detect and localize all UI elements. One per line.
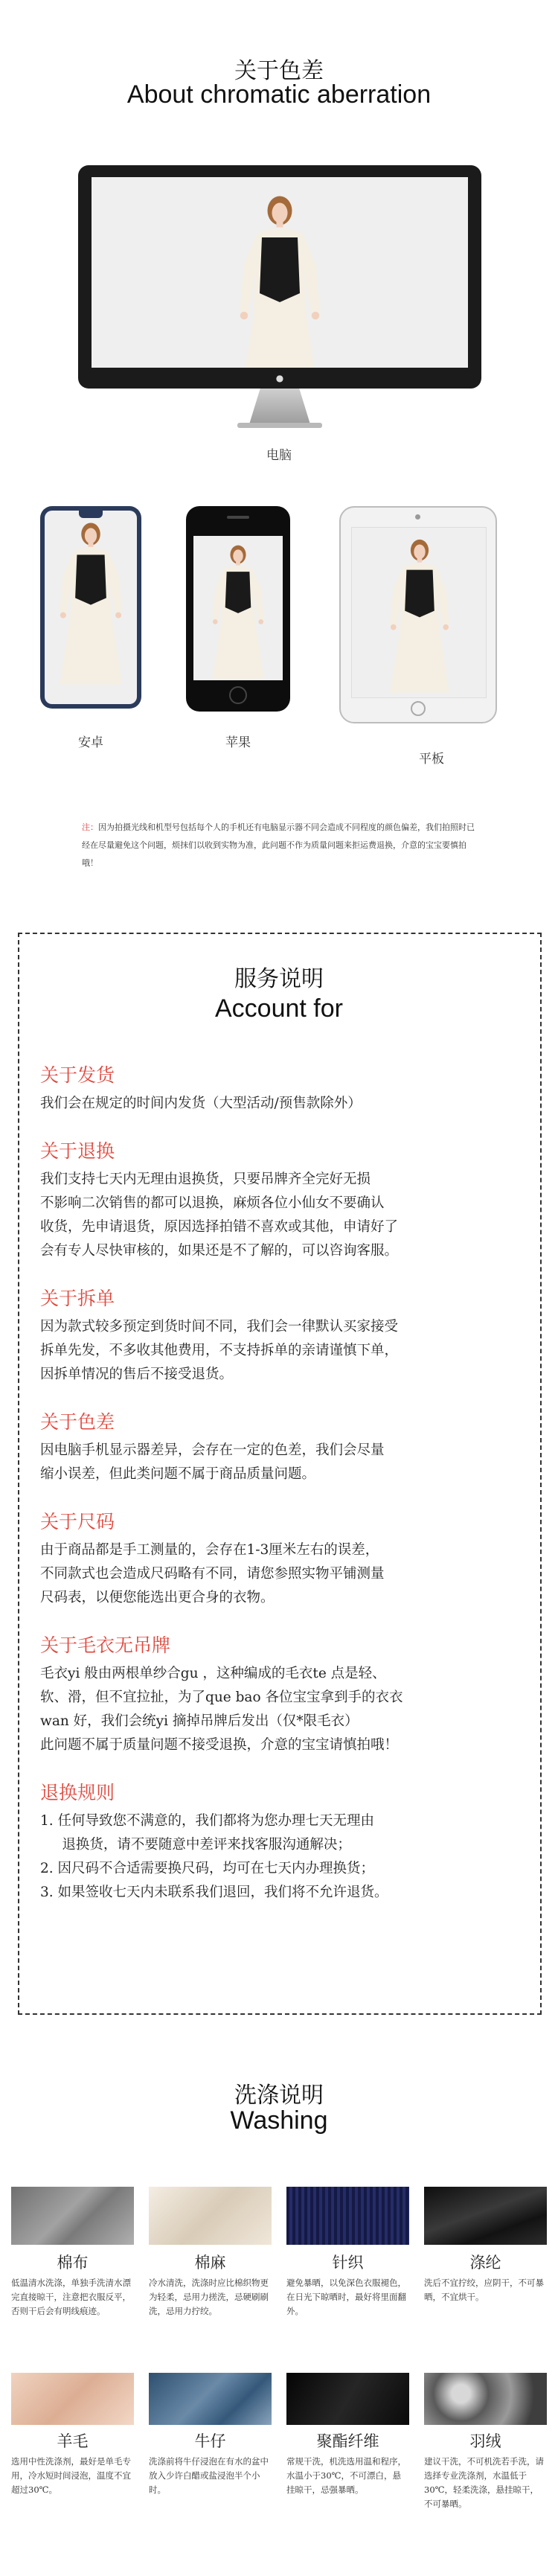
fabric-name: 聚酯纤维: [316, 2432, 379, 2450]
section-sizing: [40, 1507, 524, 1610]
section-title: 关于发货: [40, 1064, 115, 1086]
section-title: 关于色差: [40, 1411, 115, 1433]
note-text: 因为拍摄光线和机型号包括每个人的手机还有电脑显示器不同会造成不同程度的颜色偏差，我们拍照时已经在尽量避免这个问题，烦抹们以收到实物为准，此问题不作为质量问题来拒运费退换，介意的宝宝要慎拍哦！: [82, 822, 475, 868]
device-label-computer: 电脑: [266, 448, 292, 463]
fabric-denim: [149, 2373, 272, 2497]
fabric-name: 羊毛: [57, 2432, 89, 2450]
fabric-desc: 建议干洗，不可机洗若手洗，请选择专业洗涤剂，水温低于30℃，轻柔洗涤，悬挂晾干，不可暴晒。: [424, 2456, 544, 2509]
fabric-swatch: [11, 2373, 134, 2425]
section-body: 因电脑手机显示器差异，会存在一定的色差，我们会尽量 缩小误差，但此类问题不属于商品质量问题。: [40, 1442, 385, 1482]
fabric-swatch: [286, 2187, 409, 2245]
fabric-swatch: [424, 2373, 547, 2425]
rules-title: 退换规则: [40, 1782, 115, 1803]
fabric-desc: 选用中性洗涤剂，最好是单毛专用，冷水短时间浸泡，温度不宜超过30℃。: [11, 2456, 131, 2495]
section-split-order: [40, 1284, 524, 1387]
fabric-desc: 低温清水洗涤，单独手洗清水漂完直接晾干，注意把衣服反平，否则干后会有明线痕迹。: [11, 2278, 131, 2316]
fabric-wool: [11, 2373, 134, 2497]
device-label-apple: 苹果: [225, 735, 251, 750]
chromatic-note: [82, 819, 476, 872]
service-title-cn: 服务说明: [234, 966, 324, 992]
fabric-name: 牛仔: [194, 2432, 226, 2450]
fabric-desc: 洗涤前将牛仔浸泡在有水的盆中放入少许白醋或盐浸泡半个小时。: [149, 2456, 269, 2495]
fabric-polyester-fiber: [286, 2373, 409, 2497]
apple-logo-icon: ●: [275, 373, 284, 383]
fabric-polyester: [424, 2187, 547, 2304]
device-label-android: 安卓: [78, 735, 103, 750]
rule-line: 2. 因尺码不合适需要换尺码，均可在七天内办理换货；: [40, 1861, 375, 1876]
chromatic-title-cn: 关于色差: [234, 58, 324, 84]
fabric-down: [424, 2373, 547, 2511]
section-body: 因为款式较多预定到货时间不同，我们会一律默认买家接受 拆单先发，不多收其他费用，不支持拆单的亲请谨慎下单， 因拆单情况的售后不接受退货。: [40, 1319, 399, 1382]
rule-line: 退换货，请不要随意中差评来找客服沟通解决；: [40, 1837, 351, 1853]
section-sweater-tags: [40, 1631, 524, 1757]
fabric-name: 针织: [332, 2254, 364, 2272]
android-phone: [40, 506, 141, 709]
service-sections: [40, 1061, 524, 1905]
section-title: 关于毛衣无吊牌: [40, 1634, 171, 1656]
device-label-tablet: 平板: [419, 752, 444, 767]
rule-line: 3. 如果签收七天内未联系我们退回，我们将不允许退货。: [40, 1885, 388, 1900]
section-color-difference: [40, 1407, 524, 1486]
chromatic-title-en: About chromatic aberration: [126, 80, 432, 109]
section-return-rules: [40, 1778, 524, 1905]
apple-phone: [186, 506, 290, 712]
section-body: 我们支持七天内无理由退换货，只要吊牌齐全完好无损 不影响二次销售的都可以退换，麻烦各位小仙女不要确认 收货，先申请退货，原因选择拍错不喜欢或其他，申请好了 会有专人尽快审核的，如果还是不了解的，可以咨询客服。: [40, 1172, 399, 1259]
fabric-knit: [286, 2187, 409, 2318]
fabric-swatch: [424, 2187, 547, 2245]
section-returns: [40, 1137, 524, 1263]
fabric-cotton-linen: [149, 2187, 272, 2318]
model-photo: [92, 177, 468, 368]
note-prefix: 注：: [82, 822, 98, 832]
tablet: [339, 506, 497, 723]
section-title: 关于尺码: [40, 1511, 115, 1533]
fabric-desc: 常规干洗，机洗选用温和程序，水温小于30℃，不可漂白，悬挂晾干，忌强暴晒。: [286, 2456, 406, 2495]
fabric-desc: 洗后不宜拧绞，应阴干，不可暴晒，不宜烘干。: [424, 2278, 544, 2302]
section-title: 关于退换: [40, 1140, 115, 1162]
computer-monitor: [78, 165, 481, 403]
fabric-name: 棉布: [57, 2254, 89, 2272]
fabric-swatch: [11, 2187, 134, 2245]
fabric-swatch: [149, 2187, 272, 2245]
section-body: 由于商品都是手工测量的，会存在1-3厘米左右的误差， 不同款式也会造成尺码略有不同，请您参照实物平铺测量 尺码表，以便您能选出更合身的衣物。: [40, 1542, 385, 1605]
section-shipping: [40, 1061, 524, 1116]
fabric-name: 涤纶: [469, 2254, 501, 2272]
fabric-name: 羽绒: [469, 2432, 501, 2450]
section-body: 我们会在规定的时间内发货（大型活动/预售款除外）: [40, 1096, 362, 1111]
fabric-desc: 冷水清洗，洗涤时应比棉织物更为轻柔，忌用力搓洗，忌硬刷刷洗，忌用力拧绞。: [149, 2278, 269, 2316]
fabric-cotton: [11, 2187, 134, 2318]
rule-line: 1. 任何导致您不满意的，我们都将为您办理七天无理由: [40, 1813, 375, 1829]
fabric-desc: 避免暴晒，以免深色衣服褪色，在日光下晾晒时，最好将里面翻外。: [286, 2278, 406, 2316]
service-title-en: Account for: [215, 994, 343, 1023]
fabric-swatch: [286, 2373, 409, 2425]
washing-title-cn: 洗涤说明: [234, 2083, 324, 2109]
section-body: 毛衣yi 般由两根单纱合gu ，这种编成的毛衣te 点是轻、 软、滑，但不宜拉扯，为了que bao 各位宝宝拿到手的衣衣 wan 好，我们会统yi 摘掉吊牌后发出（仅*限毛衣） 此问题不属于质量问题不接受退换，介意的宝宝请慎拍哦！: [40, 1666, 403, 1753]
fabric-name: 棉麻: [194, 2254, 226, 2272]
fabric-swatch: [149, 2373, 272, 2425]
section-title: 关于拆单: [40, 1288, 115, 1309]
washing-title-en: Washing: [230, 2106, 328, 2135]
